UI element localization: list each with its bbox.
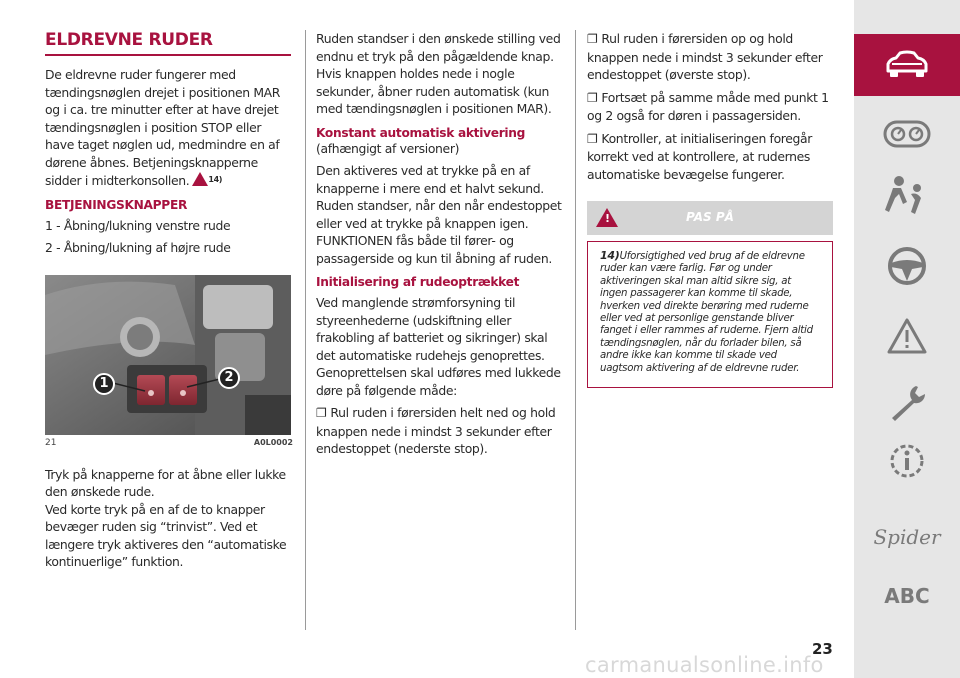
sidebar-tab-maintenance[interactable] bbox=[854, 372, 960, 434]
column-3 bbox=[587, 30, 835, 388]
wrench-icon bbox=[886, 382, 928, 424]
abc-index-label: ABC bbox=[884, 584, 930, 608]
sidebar-tab-driving[interactable] bbox=[854, 235, 960, 297]
info-gear-icon bbox=[886, 440, 928, 482]
window-switch-photo bbox=[45, 275, 291, 435]
sidebar-tab-specs[interactable] bbox=[854, 430, 960, 492]
step-3 bbox=[587, 89, 835, 125]
callout-2: 2 bbox=[218, 367, 240, 389]
dashboard-gauges-icon bbox=[883, 119, 931, 149]
step-2-text: Rul ruden i førersiden op og hold knappen nede i mindst 3 sekunder efter endestoppet (øverste stop). bbox=[587, 31, 823, 82]
button-2-desc: 2 - Åbning/lukning af højre rude bbox=[45, 240, 231, 255]
step-1-text: Rul ruden i førersiden helt ned og hold knappen nede i mindst 3 sekunder efter endestoppet (nederste stop). bbox=[316, 405, 556, 456]
warning-title: PAS PÅ bbox=[686, 210, 734, 224]
column-1 bbox=[45, 30, 293, 571]
page-number: 23 bbox=[812, 640, 833, 658]
auto-heading: Konstant automatisk aktivering bbox=[316, 125, 526, 140]
sidebar-tab-spider[interactable] bbox=[854, 506, 960, 568]
sidebar-tab-safety[interactable] bbox=[854, 165, 960, 227]
warning-number: 14) bbox=[600, 249, 620, 262]
intro-text: De eldrevne ruder fungerer med tændingsnøglen drejet i positionen MAR og i ca. tre minutter efter at have drejet tændingsnøglen i position STOP eller have taget nøglen ud, medmindre en af dørene åbnes. Betjeningsknapperne sidder i midterkonsollen. bbox=[45, 67, 281, 188]
column-2 bbox=[316, 30, 564, 458]
sidebar-tab-instruments[interactable] bbox=[854, 103, 960, 165]
warning-header bbox=[587, 201, 833, 235]
figure-number: 21 bbox=[45, 437, 57, 448]
chapter-sidebar bbox=[854, 0, 960, 678]
column-divider-1 bbox=[305, 30, 306, 630]
warning-triangle-icon bbox=[886, 317, 928, 355]
spider-logo: Spider bbox=[873, 525, 941, 549]
stop-text: Ruden standser i den ønskede stilling ved endnu et tryk på den pågældende knap. Hvis knappen holdes nede i nogle sekunder, åbner ruden automatisk (kun med tændingsnøglen i positionen MAR). bbox=[316, 31, 561, 116]
auto-text: Den aktiveres ved at trykke på en af knapperne i mere end et halvt sekund. Ruden standser, når den når endestoppet eller ved at trykke på knappen igen. bbox=[316, 163, 562, 231]
step-4 bbox=[587, 130, 835, 184]
press-text: Tryk på knapperne for at åbne eller lukke den ønskede rude. bbox=[45, 466, 286, 499]
step-4-text: Kontroller, at initialiseringen foregår korrekt ved at kontrollere, at rudernes automatiske bevægelse fungerer. bbox=[587, 130, 813, 182]
button-1-desc: 1 - Åbning/lukning venstre rude bbox=[45, 217, 231, 233]
buttons-heading: BETJENINGSKNAPPER bbox=[45, 197, 188, 212]
step-1 bbox=[316, 404, 564, 458]
auto-text-2: FUNKTIONEN fås både til fører- og passagerside og kun til åbning af ruden. bbox=[316, 233, 552, 266]
seat-passenger-icon bbox=[885, 174, 929, 218]
car-icon bbox=[882, 49, 932, 81]
checkbox-bullet: ❐ bbox=[587, 131, 598, 146]
checkbox-bullet: ❐ bbox=[587, 90, 598, 105]
figure-code: A0L0002 bbox=[253, 437, 293, 447]
step-3-text: Fortsæt på samme måde med punkt 1 og 2 også for døren i passagersiden. bbox=[587, 89, 829, 123]
init-heading: Initialisering af rudeoptrækket bbox=[316, 275, 520, 289]
step-2 bbox=[587, 30, 835, 84]
title-rule bbox=[45, 54, 291, 56]
window-switch-illustration bbox=[45, 275, 291, 435]
column-divider-2 bbox=[575, 30, 576, 630]
sidebar-tab-emergency[interactable] bbox=[854, 305, 960, 367]
checkbox-bullet: ❐ bbox=[316, 406, 327, 420]
page-title: ELDREVNE RUDER bbox=[45, 30, 213, 50]
intro-paragraph bbox=[45, 66, 293, 190]
sidebar-tab-index[interactable] bbox=[854, 565, 960, 627]
warning-text: Uforsigtighed ved brug af de eldrevne ruder kan være farlig. Før og under aktiveringen skal man altid sikre sig, at ingen passagerer kan komme til skade, hverken ved direkte berøring med ruderne eller ved at personlige genstande bliver fanget i eller rammes af ruderne. Fjern altid tændingsnøglen, når du forlader bilen, så andre ikke kan komme til skade ved uagtsom aktivering af de eldrevne ruder. bbox=[600, 251, 813, 374]
steering-wheel-icon bbox=[886, 245, 928, 287]
warning-box bbox=[587, 241, 833, 388]
figure-caption bbox=[45, 438, 293, 448]
callout-1: 1 bbox=[93, 373, 115, 395]
sidebar-tab-car[interactable] bbox=[854, 34, 960, 96]
warning-paragraph bbox=[600, 250, 820, 375]
warning-ref-icon bbox=[192, 172, 208, 186]
watermark: carmanualsonline.info bbox=[585, 653, 824, 677]
init-text: Ved manglende strømforsyning til styreenhederne (udskiftning eller frakobling af batteriet og sikringer) skal det automatiske rudehejs genoprettes. Genoprettelsen skal udføres med lukkede døre på følgende måde: bbox=[316, 295, 561, 398]
short-press-text: Ved korte tryk på en af de to knapper bevæger ruden sig “trinvist”. Ved et længere tryk aktiveres den “automatiske kontinuerlige” funktion. bbox=[45, 501, 287, 569]
checkbox-bullet: ❐ bbox=[587, 32, 598, 46]
auto-subheading: (afhængigt af versioner) bbox=[316, 140, 460, 156]
intro-ref: 14) bbox=[208, 175, 223, 184]
